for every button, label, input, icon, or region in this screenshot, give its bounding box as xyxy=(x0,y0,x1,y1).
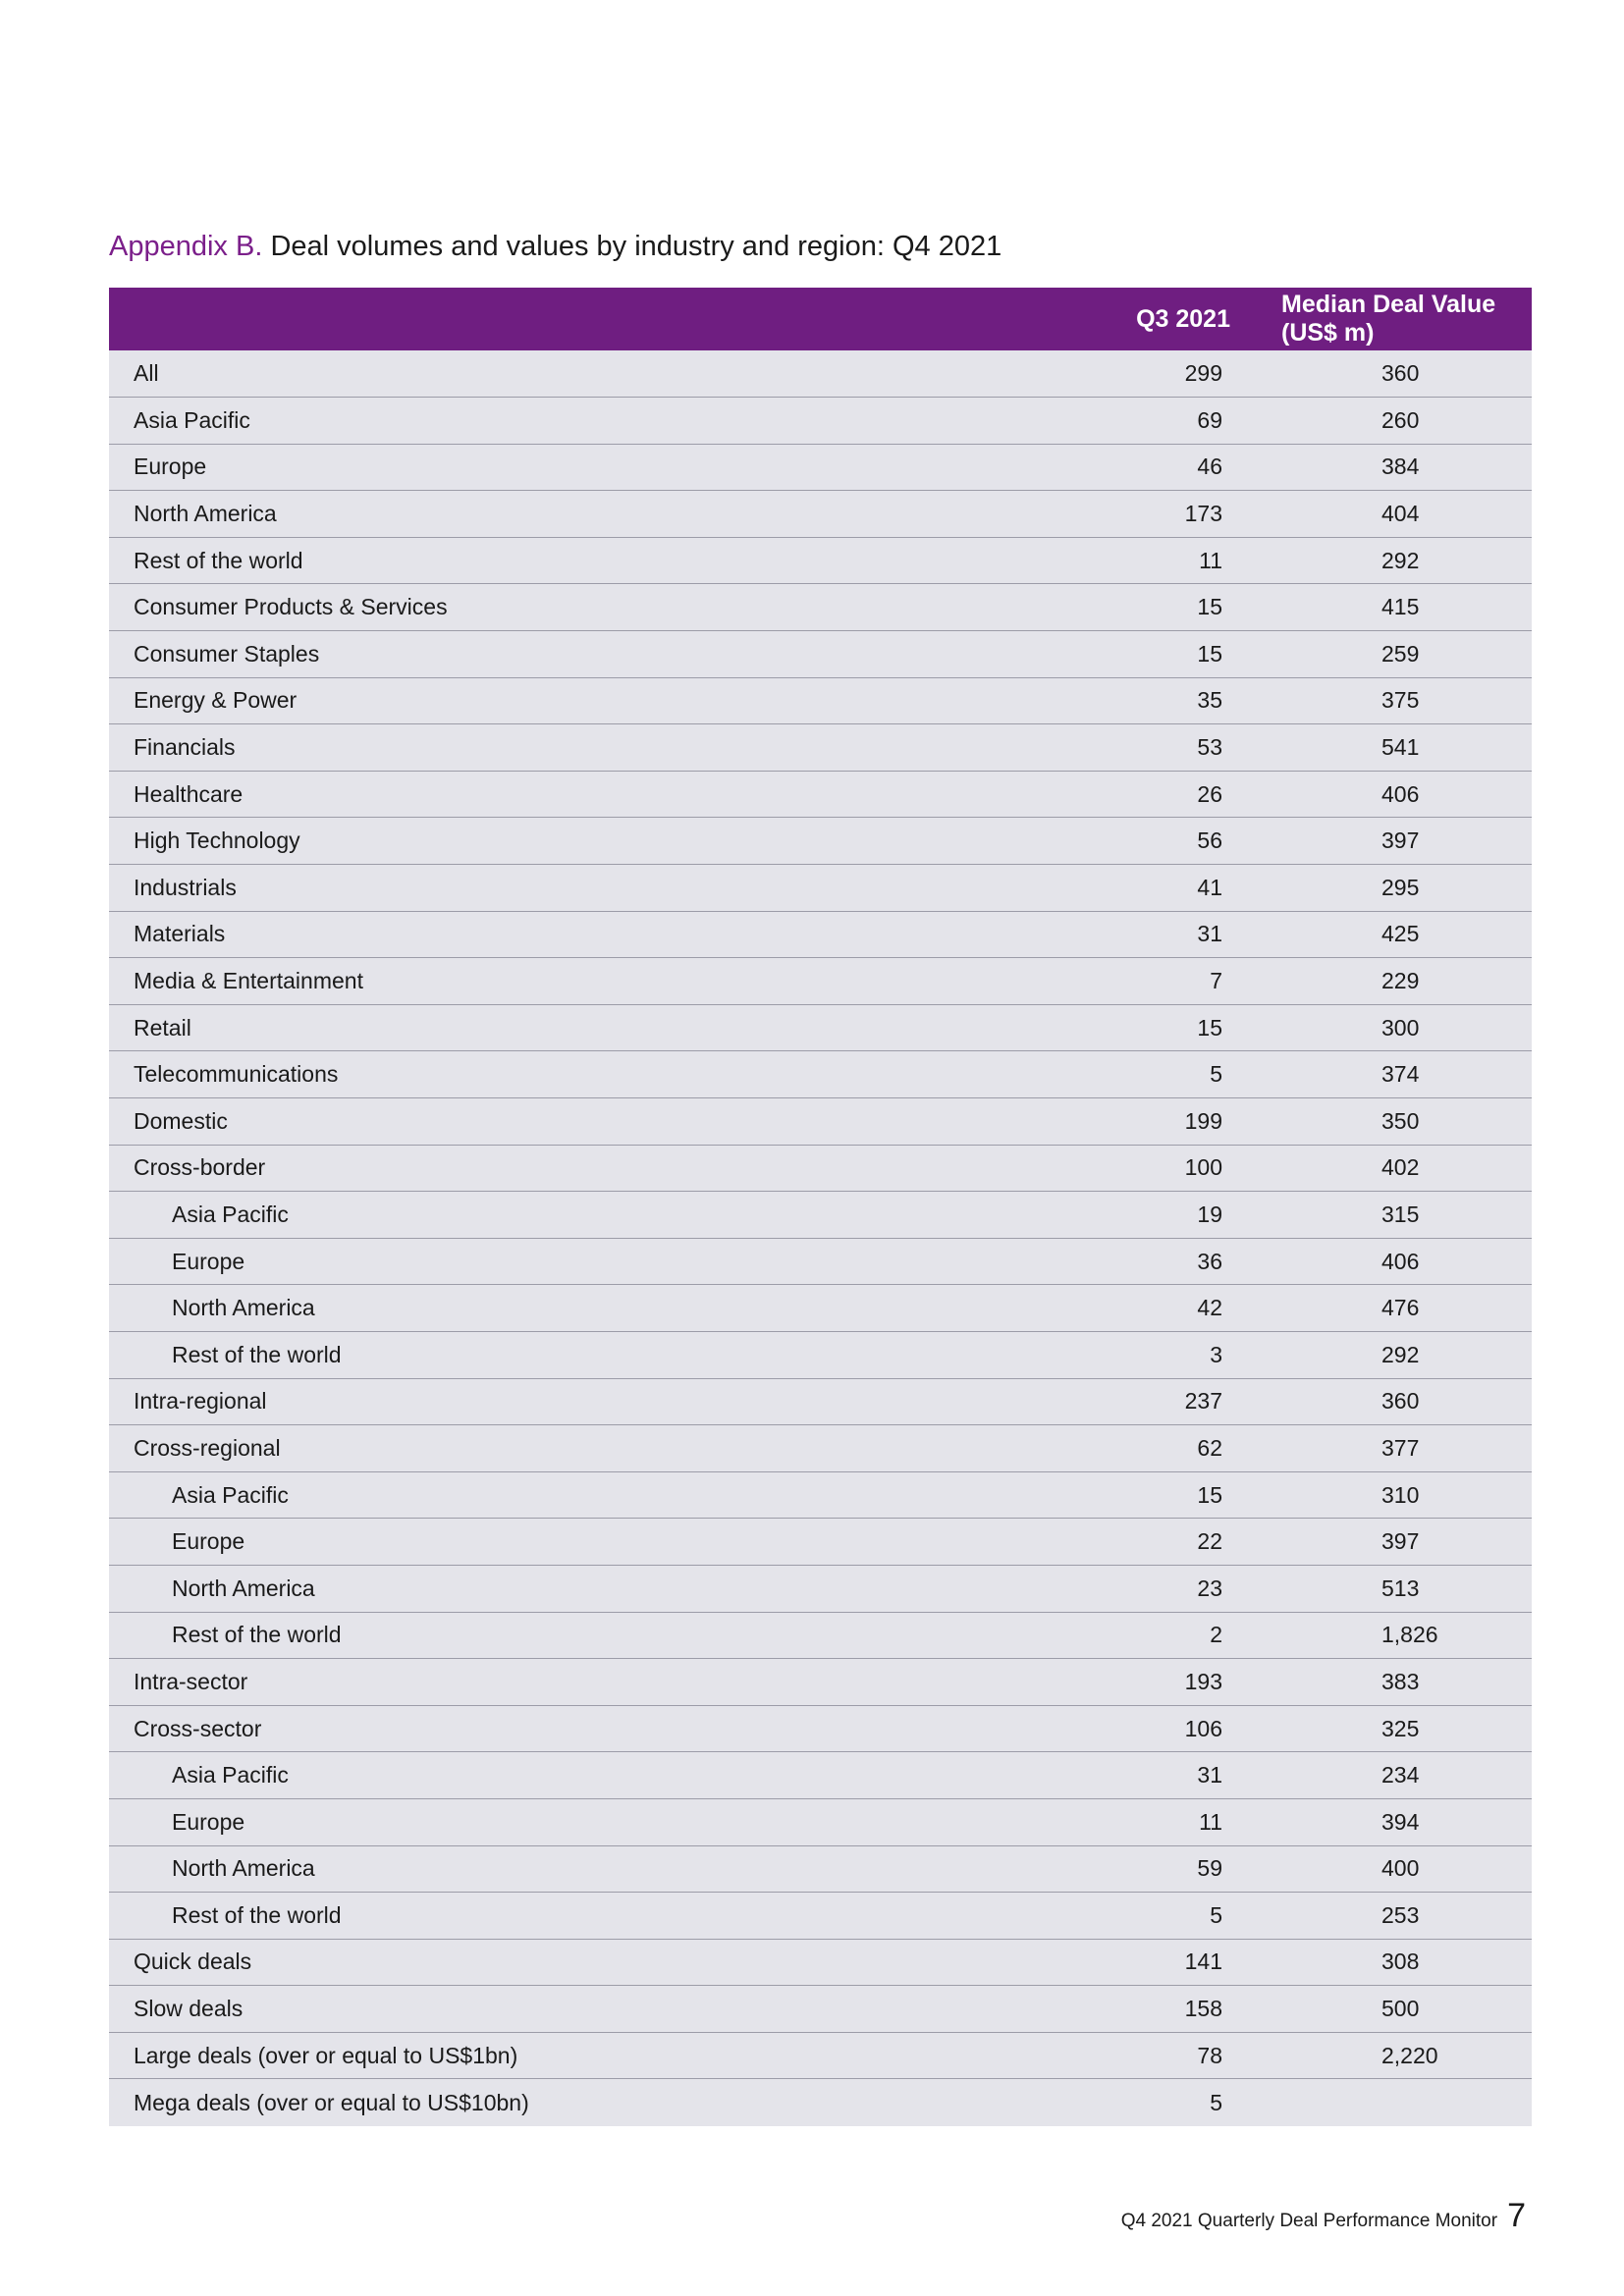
row-q3-value: 41 xyxy=(963,865,1240,912)
header-q3-2021: Q3 2021 xyxy=(963,288,1240,350)
row-label: Intra-sector xyxy=(109,1659,963,1706)
row-median-value: 2,220 xyxy=(1240,2032,1532,2079)
row-median-value: 292 xyxy=(1240,1331,1532,1378)
row-median-value: 310 xyxy=(1240,1471,1532,1519)
table-row xyxy=(109,677,1532,724)
row-median-value: 234 xyxy=(1240,1752,1532,1799)
row-label: Intra-regional xyxy=(109,1378,963,1425)
row-q3-value: 35 xyxy=(963,677,1240,724)
row-median-value: 253 xyxy=(1240,1893,1532,1940)
table-row xyxy=(109,724,1532,772)
row-label: Asia Pacific xyxy=(109,398,963,445)
table-row xyxy=(109,1285,1532,1332)
table-header-row xyxy=(109,288,1532,350)
row-median-value: 315 xyxy=(1240,1192,1532,1239)
row-median-value: 300 xyxy=(1240,1004,1532,1051)
row-q3-value: 23 xyxy=(963,1565,1240,1612)
table-row xyxy=(109,491,1532,538)
row-median-value: 360 xyxy=(1240,350,1532,398)
row-median-value: 383 xyxy=(1240,1659,1532,1706)
row-median-value: 229 xyxy=(1240,958,1532,1005)
row-label: Asia Pacific xyxy=(109,1752,963,1799)
row-label: Europe xyxy=(109,1238,963,1285)
page-footer xyxy=(1121,2197,1526,2235)
row-q3-value: 59 xyxy=(963,1845,1240,1893)
table-row xyxy=(109,1752,1532,1799)
row-median-value: 541 xyxy=(1240,724,1532,772)
row-median-value: 397 xyxy=(1240,818,1532,865)
row-label: Quick deals xyxy=(109,1939,963,1986)
row-label: Asia Pacific xyxy=(109,1471,963,1519)
table-row xyxy=(109,1986,1532,2033)
table-row xyxy=(109,584,1532,631)
row-label: Asia Pacific xyxy=(109,1192,963,1239)
row-q3-value: 62 xyxy=(963,1425,1240,1472)
row-q3-value: 69 xyxy=(963,398,1240,445)
row-q3-value: 237 xyxy=(963,1378,1240,1425)
row-q3-value: 141 xyxy=(963,1939,1240,1986)
row-q3-value: 78 xyxy=(963,2032,1240,2079)
row-q3-value: 173 xyxy=(963,491,1240,538)
row-median-value: 325 xyxy=(1240,1705,1532,1752)
row-median-value: 404 xyxy=(1240,491,1532,538)
row-q3-value: 5 xyxy=(963,1893,1240,1940)
row-label: Consumer Products & Services xyxy=(109,584,963,631)
row-q3-value: 5 xyxy=(963,2079,1240,2126)
table-row xyxy=(109,1192,1532,1239)
row-label: Europe xyxy=(109,1798,963,1845)
row-q3-value: 53 xyxy=(963,724,1240,772)
table-row xyxy=(109,958,1532,1005)
row-median-value: 500 xyxy=(1240,1986,1532,2033)
row-q3-value: 22 xyxy=(963,1519,1240,1566)
row-q3-value: 158 xyxy=(963,1986,1240,2033)
row-label: Rest of the world xyxy=(109,1331,963,1378)
table-row xyxy=(109,1519,1532,1566)
row-median-value: 476 xyxy=(1240,1285,1532,1332)
row-median-value: 377 xyxy=(1240,1425,1532,1472)
row-median-value: 406 xyxy=(1240,1238,1532,1285)
row-median-value: 384 xyxy=(1240,444,1532,491)
row-q3-value: 15 xyxy=(963,584,1240,631)
row-q3-value: 42 xyxy=(963,1285,1240,1332)
header-label xyxy=(109,288,963,350)
row-label: North America xyxy=(109,1285,963,1332)
row-median-value: 374 xyxy=(1240,1051,1532,1098)
row-label: North America xyxy=(109,1845,963,1893)
row-q3-value: 299 xyxy=(963,350,1240,398)
row-median-value: 425 xyxy=(1240,911,1532,958)
row-q3-value: 11 xyxy=(963,1798,1240,1845)
row-q3-value: 106 xyxy=(963,1705,1240,1752)
row-median-value: 415 xyxy=(1240,584,1532,631)
row-median-value: 295 xyxy=(1240,865,1532,912)
table-row xyxy=(109,1378,1532,1425)
table-row xyxy=(109,1145,1532,1192)
table-row xyxy=(109,818,1532,865)
row-label: Media & Entertainment xyxy=(109,958,963,1005)
table-row xyxy=(109,1893,1532,1940)
table-row xyxy=(109,911,1532,958)
title-main: Deal volumes and values by industry and region: Q4 2021 xyxy=(270,231,1002,262)
row-median-value: 292 xyxy=(1240,537,1532,584)
table-row xyxy=(109,1098,1532,1146)
table-row xyxy=(109,865,1532,912)
row-q3-value: 11 xyxy=(963,537,1240,584)
table-row xyxy=(109,398,1532,445)
row-label: Consumer Staples xyxy=(109,631,963,678)
row-label: Europe xyxy=(109,444,963,491)
row-median-value: 360 xyxy=(1240,1378,1532,1425)
table-row xyxy=(109,1425,1532,1472)
row-median-value: 394 xyxy=(1240,1798,1532,1845)
row-q3-value: 193 xyxy=(963,1659,1240,1706)
row-label: Domestic xyxy=(109,1098,963,1146)
table-row xyxy=(109,1845,1532,1893)
row-q3-value: 46 xyxy=(963,444,1240,491)
row-label: Rest of the world xyxy=(109,537,963,584)
table-row xyxy=(109,631,1532,678)
row-label: Slow deals xyxy=(109,1986,963,2033)
page-number: 7 xyxy=(1507,2197,1526,2234)
row-label: Telecommunications xyxy=(109,1051,963,1098)
row-label: Cross-regional xyxy=(109,1425,963,1472)
row-median-value: 350 xyxy=(1240,1098,1532,1146)
row-label: All xyxy=(109,350,963,398)
row-q3-value: 15 xyxy=(963,1004,1240,1051)
table-row xyxy=(109,1705,1532,1752)
row-q3-value: 31 xyxy=(963,911,1240,958)
row-label: Cross-border xyxy=(109,1145,963,1192)
row-label: North America xyxy=(109,1565,963,1612)
table-row xyxy=(109,1798,1532,1845)
row-median-value: 375 xyxy=(1240,677,1532,724)
row-q3-value: 36 xyxy=(963,1238,1240,1285)
table-row xyxy=(109,1004,1532,1051)
row-q3-value: 7 xyxy=(963,958,1240,1005)
table-row xyxy=(109,2079,1532,2126)
row-label: Healthcare xyxy=(109,771,963,818)
row-q3-value: 31 xyxy=(963,1752,1240,1799)
row-q3-value: 15 xyxy=(963,631,1240,678)
table-row xyxy=(109,1051,1532,1098)
row-label: North America xyxy=(109,491,963,538)
row-q3-value: 26 xyxy=(963,771,1240,818)
row-label: Mega deals (over or equal to US$10bn) xyxy=(109,2079,963,2126)
row-median-value: 260 xyxy=(1240,398,1532,445)
table-row xyxy=(109,2032,1532,2079)
row-label: Large deals (over or equal to US$1bn) xyxy=(109,2032,963,2079)
table-row xyxy=(109,1471,1532,1519)
table-row xyxy=(109,537,1532,584)
table-row xyxy=(109,1659,1532,1706)
table-row xyxy=(109,1238,1532,1285)
row-label: Materials xyxy=(109,911,963,958)
row-median-value: 308 xyxy=(1240,1939,1532,1986)
row-q3-value: 56 xyxy=(963,818,1240,865)
table-row xyxy=(109,1565,1532,1612)
row-q3-value: 2 xyxy=(963,1612,1240,1659)
row-median-value: 406 xyxy=(1240,771,1532,818)
table-row xyxy=(109,350,1532,398)
row-median-value: 400 xyxy=(1240,1845,1532,1893)
table-row xyxy=(109,444,1532,491)
row-label: Cross-sector xyxy=(109,1705,963,1752)
row-label: Europe xyxy=(109,1519,963,1566)
row-median-value: 1,826 xyxy=(1240,1612,1532,1659)
row-median-value: 402 xyxy=(1240,1145,1532,1192)
row-median-value: 513 xyxy=(1240,1565,1532,1612)
page-title xyxy=(109,224,1001,269)
table-row xyxy=(109,771,1532,818)
row-q3-value: 15 xyxy=(963,1471,1240,1519)
row-label: Rest of the world xyxy=(109,1893,963,1940)
row-label: Energy & Power xyxy=(109,677,963,724)
header-median-deal-value: Median Deal Value (US$ m) xyxy=(1240,288,1532,350)
row-median-value xyxy=(1240,2079,1532,2126)
table-row xyxy=(109,1331,1532,1378)
row-median-value: 397 xyxy=(1240,1519,1532,1566)
deal-data-table xyxy=(109,288,1532,2126)
row-label: Financials xyxy=(109,724,963,772)
footer-text: Q4 2021 Quarterly Deal Performance Monitor xyxy=(1120,2211,1498,2231)
row-q3-value: 19 xyxy=(963,1192,1240,1239)
row-median-value: 259 xyxy=(1240,631,1532,678)
row-q3-value: 199 xyxy=(963,1098,1240,1146)
row-label: High Technology xyxy=(109,818,963,865)
table-row xyxy=(109,1939,1532,1986)
row-label: Rest of the world xyxy=(109,1612,963,1659)
row-q3-value: 100 xyxy=(963,1145,1240,1192)
row-label: Industrials xyxy=(109,865,963,912)
table-row xyxy=(109,1612,1532,1659)
row-label: Retail xyxy=(109,1004,963,1051)
title-prefix: Appendix B. xyxy=(109,231,263,262)
row-q3-value: 5 xyxy=(963,1051,1240,1098)
row-q3-value: 3 xyxy=(963,1331,1240,1378)
